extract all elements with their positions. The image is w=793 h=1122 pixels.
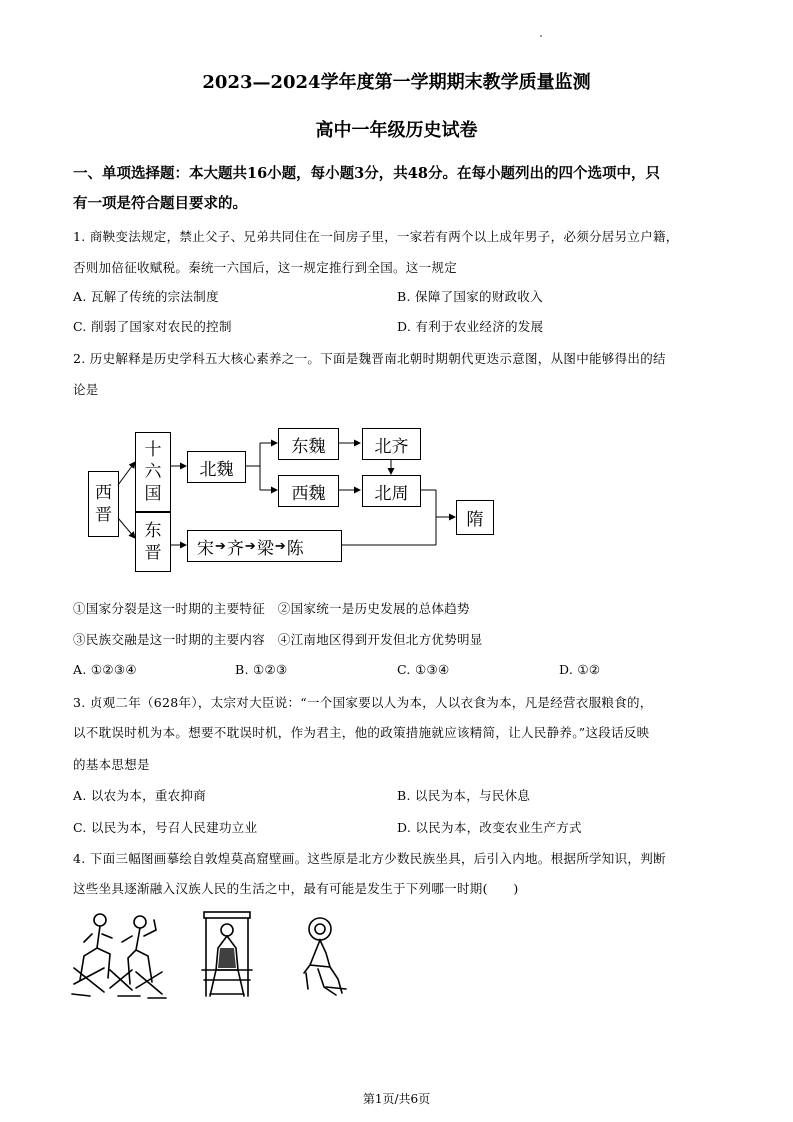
q3-option-d[interactable]: D. 以民为本，改变农业生产方式 (397, 820, 582, 835)
q1-stem-line1: 1. 商鞅变法规定，禁止父子、兄弟共同住在一间房子里，一家若有两个以上成年男子，必须分居另立户籍， (73, 229, 679, 244)
q3-stem-line3: 的基本思想是 (73, 757, 150, 772)
arrow-glyph: ➔ (215, 538, 226, 554)
box-xiwei: 西魏 (278, 475, 339, 507)
q4-stem-line2: 这些坐具逐渐融入汉族人民的生活之中，最有可能是发生于下列哪一时期( ) (73, 881, 519, 896)
arrow-glyph: ➔ (274, 538, 286, 554)
q2-stem-line1: 2. 历史解释是历史学科五大核心素养之一。下面是魏晋南北朝时期朝代更迭示意图，从图中能够得出的结 (73, 351, 666, 366)
q2-option-a[interactable]: A. ①②③④ (73, 662, 137, 677)
box-dongjin: 东 晋 (135, 512, 171, 572)
q1-option-c[interactable]: C. 削弱了国家对农民的控制 (73, 319, 232, 334)
q2-option-c[interactable]: C. ①③④ (397, 662, 450, 677)
q2-stem-line2: 论是 (73, 382, 99, 397)
mural-figure-drawing-2 (196, 908, 258, 1000)
box-xijin: 西 晋 (88, 471, 119, 537)
south-chen: 陈 (286, 538, 304, 559)
q2-statements-line1: ①国家分裂是这一时期的主要特征 ②国家统一是历史发展的总体趋势 (73, 601, 470, 616)
box-beizhou: 北周 (362, 475, 421, 507)
scan-dot (540, 35, 542, 37)
box-sui: 隋 (456, 500, 494, 535)
section-heading-line1: 一、单项选择题：本大题共16小题，每小题3分，共48分。在每小题列出的四个选项中，只 (73, 165, 660, 182)
q4-stem-line1: 4. 下面三幅图画摹绘自敦煌莫高窟壁画。这些原是北方少数民族坐具，后引入内地。根据所学知识，判断 (73, 851, 666, 866)
q2-statements-line2: ③民族交融是这一时期的主要内容 ④江南地区得到开发但北方优势明显 (73, 632, 483, 647)
q3-stem-line1: 3. 贞观二年（628年），太宗对大臣说：“一个国家要以人为本，人以衣食为本，凡是经营衣服粮食的， (73, 695, 653, 710)
box-beiwei: 北魏 (187, 451, 246, 483)
box-dongwei: 东魏 (278, 428, 339, 460)
q1-option-b[interactable]: B. 保障了国家的财政收入 (397, 289, 544, 304)
page-number: 第1页/共6页 (362, 1092, 431, 1106)
box-shiliuguo: 十 六 国 (135, 432, 171, 512)
section-heading-line2: 有一项是符合题目要求的。 (73, 195, 247, 212)
mural-figure-drawing-3 (296, 913, 352, 1001)
q2-option-b[interactable]: B. ①②③ (235, 662, 288, 677)
arrow-glyph: ➔ (244, 538, 256, 554)
arrow-xijin-dongjin (118, 518, 135, 538)
mural-figures-drawing-1 (70, 908, 170, 1000)
exam-title: 2023—2024学年度第一学期期末教学质量监测 (202, 72, 591, 93)
q3-option-b[interactable]: B. 以民为本，与民休息 (397, 788, 531, 803)
box-southern-dynasties (187, 530, 342, 562)
south-liang: 梁 (256, 538, 274, 559)
q1-option-a[interactable]: A. 瓦解了传统的宗法制度 (73, 289, 219, 304)
q3-option-a[interactable]: A. 以农为本，重农抑商 (73, 788, 207, 803)
south-song: 宋 (197, 538, 214, 559)
south-qi: 齐 (226, 538, 244, 559)
q1-option-d[interactable]: D. 有利于农业经济的发展 (397, 319, 544, 334)
q2-option-d[interactable]: D. ①② (559, 662, 601, 677)
q3-stem-line2: 以不耽误时机为本。想要不耽误时机，作为君主，他的政策措施就应该精简，让人民静养。”这段话反映 (73, 725, 650, 740)
q1-stem-line2: 否则加倍征收赋税。秦统一六国后，这一规定推行到全国。这一规定 (73, 260, 458, 275)
exam-subtitle: 高中一年级历史试卷 (315, 120, 478, 141)
box-beiqi: 北齐 (362, 428, 421, 460)
q3-option-c[interactable]: C. 以民为本，号召人民建功立业 (73, 820, 258, 835)
arrow-xijin-shiliuguo (118, 462, 135, 485)
